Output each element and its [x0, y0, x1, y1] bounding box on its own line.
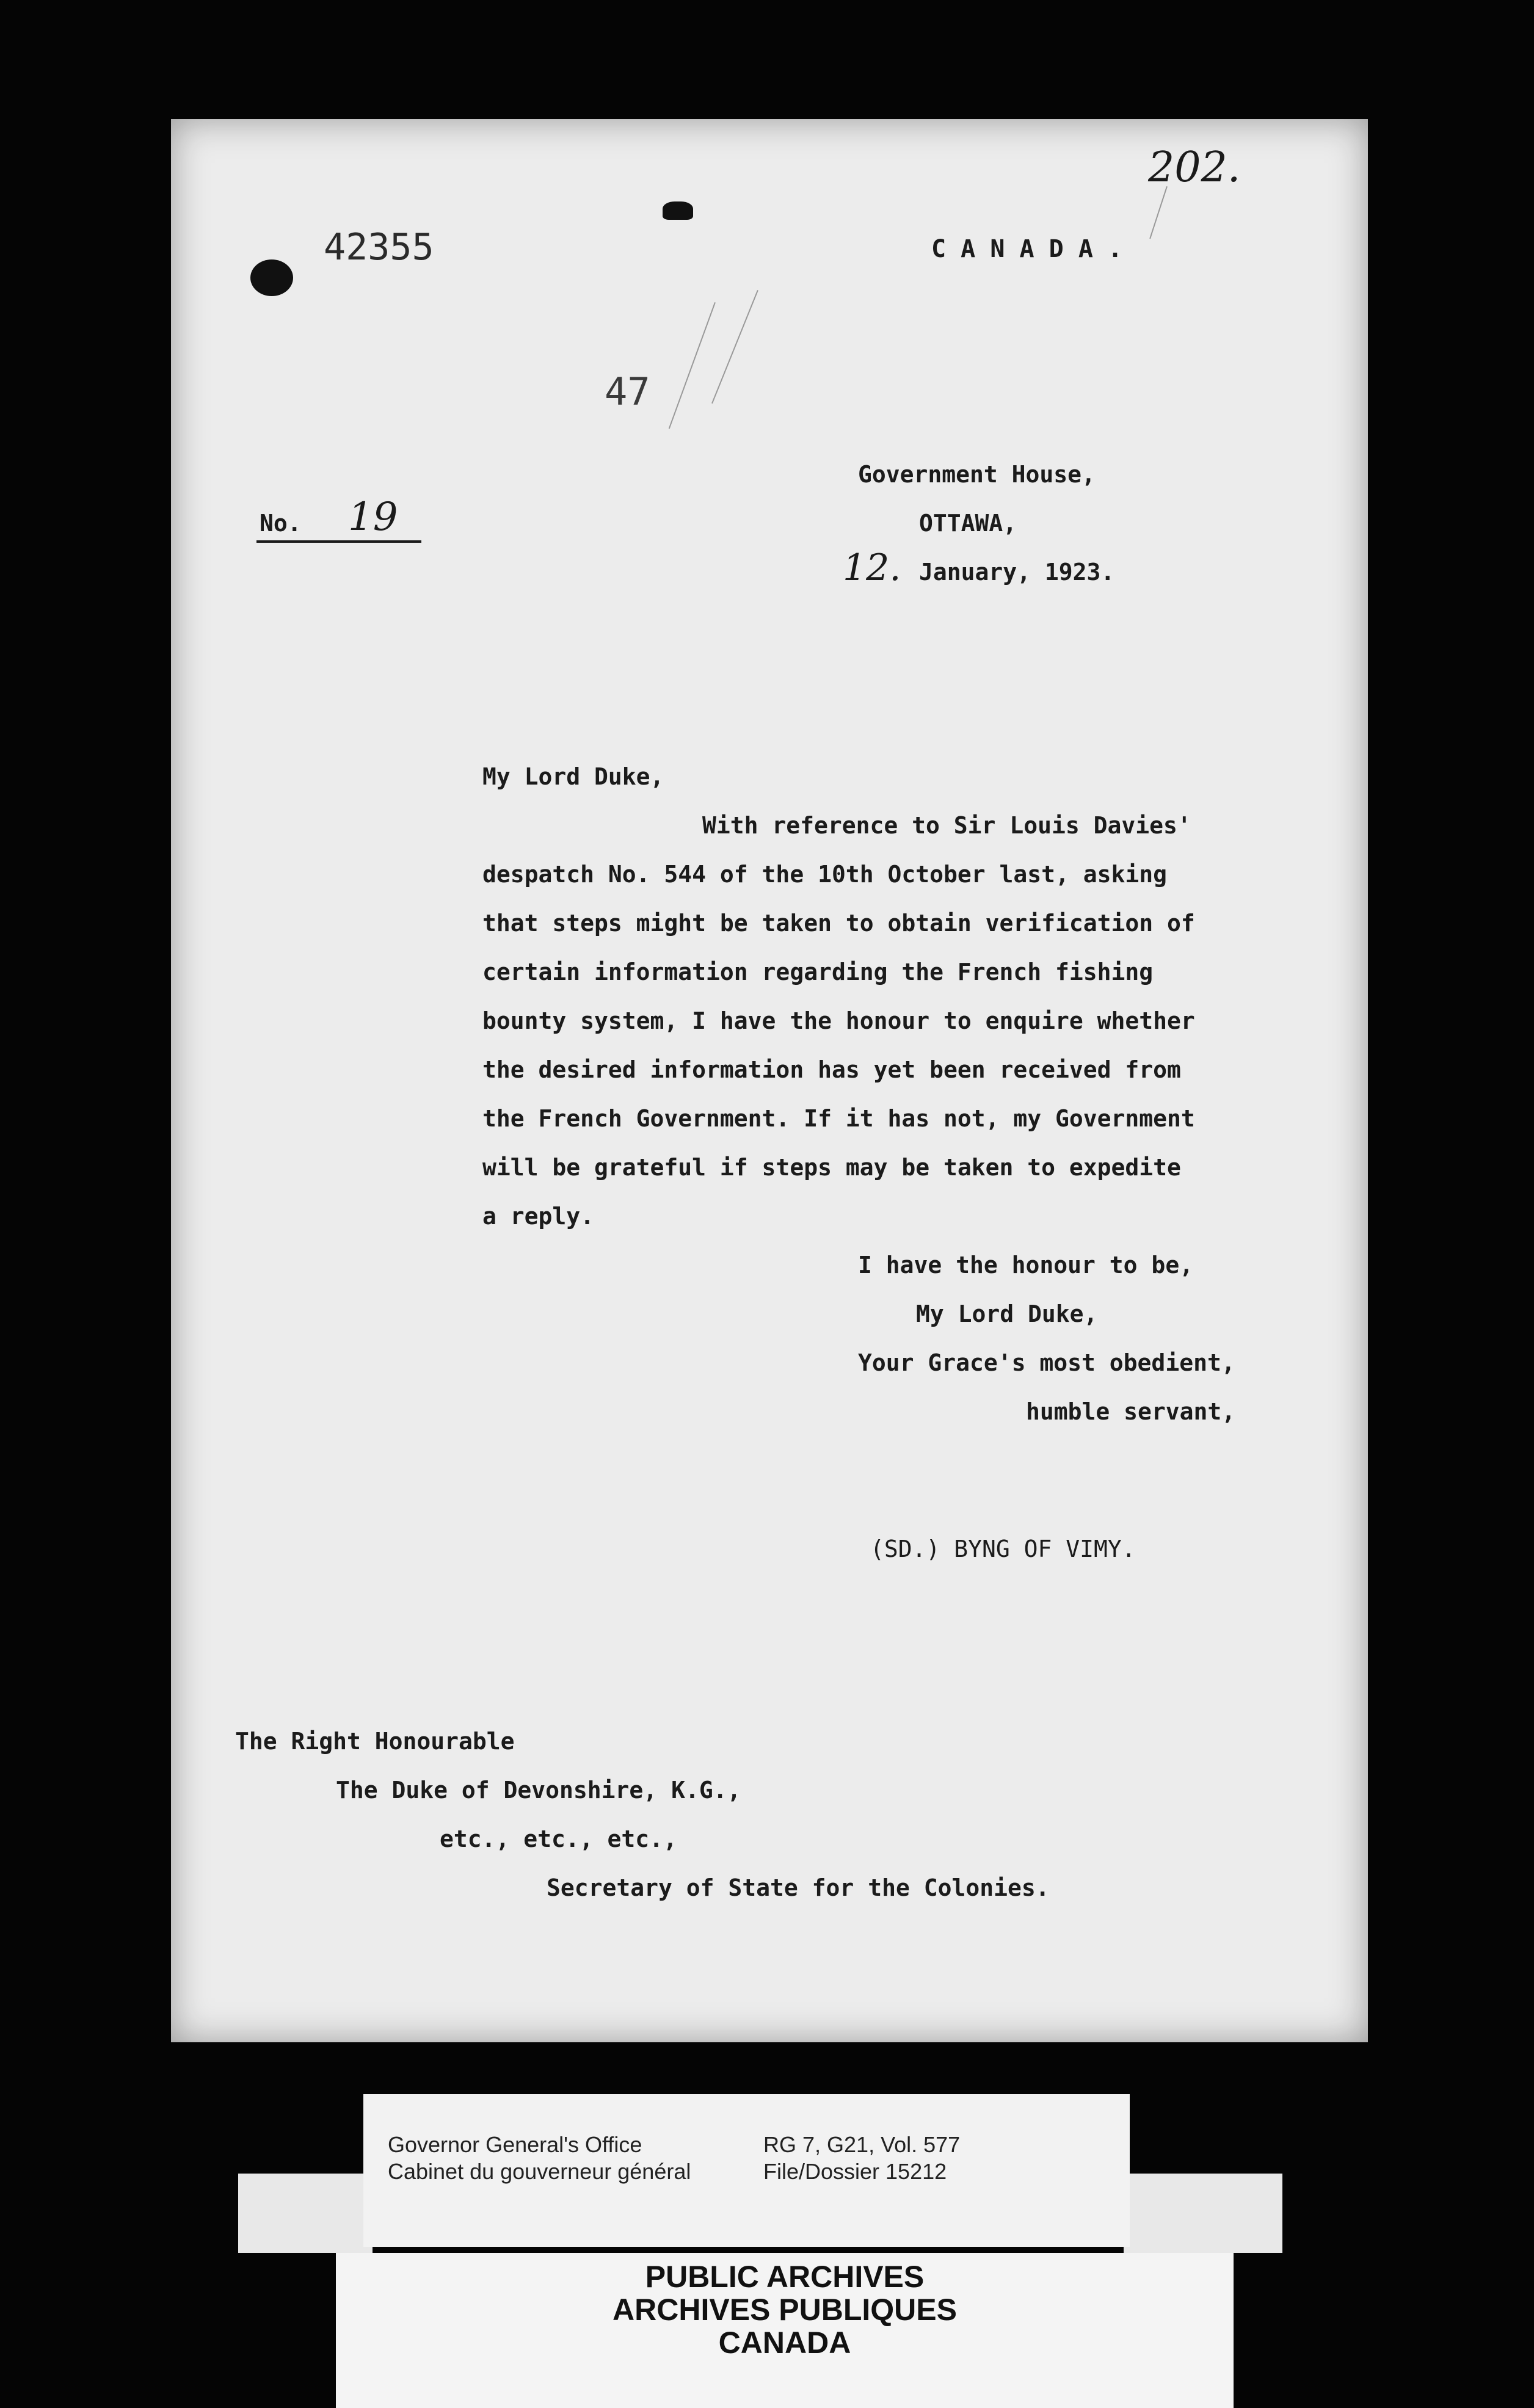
pencil-stroke	[711, 290, 758, 404]
closing-line: humble servant,	[1026, 1398, 1236, 1425]
addressee-line: etc., etc., etc.,	[440, 1826, 677, 1852]
body-line: despatch No. 544 of the 10th October last, asking	[482, 861, 1168, 888]
archives-line: PUBLIC ARCHIVES	[645, 2260, 925, 2294]
archives-line: ARCHIVES PUBLIQUES	[613, 2293, 957, 2327]
dispatch-no-value: 19	[348, 495, 398, 540]
body-line: the desired information has yet been received from	[482, 1056, 1181, 1083]
date-rest: January, 1923.	[919, 559, 1115, 586]
address-line-1: Government House,	[858, 461, 1096, 488]
closing-line: Your Grace's most obedient,	[858, 1349, 1235, 1376]
body-line: bounty system, I have the honour to enquire whether	[482, 1007, 1195, 1034]
addressee-line: The Right Honourable	[235, 1728, 515, 1755]
ink-blot	[250, 259, 293, 296]
body-line: a reply.	[482, 1203, 595, 1230]
dispatch-no-label: No.	[260, 510, 302, 537]
body-line: certain information regarding the French fishing	[482, 959, 1154, 985]
pencil-stroke	[669, 302, 716, 429]
office-fr: Cabinet du gouverneur général	[388, 2159, 691, 2184]
archives-line: CANADA	[718, 2326, 851, 2360]
stamp-number: 42355	[324, 226, 434, 269]
file-number: File/Dossier 15212	[763, 2159, 947, 2184]
body-line: that steps might be taken to obtain verification of	[482, 910, 1195, 937]
addressee-line: The Duke of Devonshire, K.G.,	[336, 1777, 741, 1804]
body-line: With reference to Sir Louis Davies'	[702, 812, 1191, 839]
archives-stamp	[336, 2253, 1234, 2408]
body-line: the French Government. If it has not, my Government	[482, 1105, 1195, 1132]
address-line-2: OTTAWA,	[919, 510, 1017, 537]
office-en: Governor General's Office	[388, 2132, 642, 2157]
folio-number: 202.	[1148, 143, 1241, 192]
closing-line: My Lord Duke,	[916, 1300, 1098, 1327]
addressee-line: Secretary of State for the Colonies.	[547, 1874, 1050, 1901]
label-tab-right	[1124, 2174, 1282, 2253]
letter-page	[171, 119, 1368, 2042]
body-line: will be grateful if steps may be taken to expedite	[482, 1154, 1181, 1181]
record-group: RG 7, G21, Vol. 577	[763, 2132, 961, 2157]
date-day: 12.	[843, 546, 901, 589]
dispatch-no-underline	[256, 540, 421, 543]
closing-line: I have the honour to be,	[858, 1252, 1194, 1278]
salutation: My Lord Duke,	[482, 763, 664, 790]
label-tab-left	[238, 2174, 373, 2253]
ink-mark	[663, 201, 693, 220]
pencil-stroke	[1149, 186, 1168, 239]
country-heading: C A N A D A .	[931, 235, 1123, 263]
archive-label	[363, 2094, 1130, 2247]
signature: (SD.) BYNG OF VIMY.	[870, 1536, 1136, 1562]
page-number: 47	[605, 369, 650, 414]
